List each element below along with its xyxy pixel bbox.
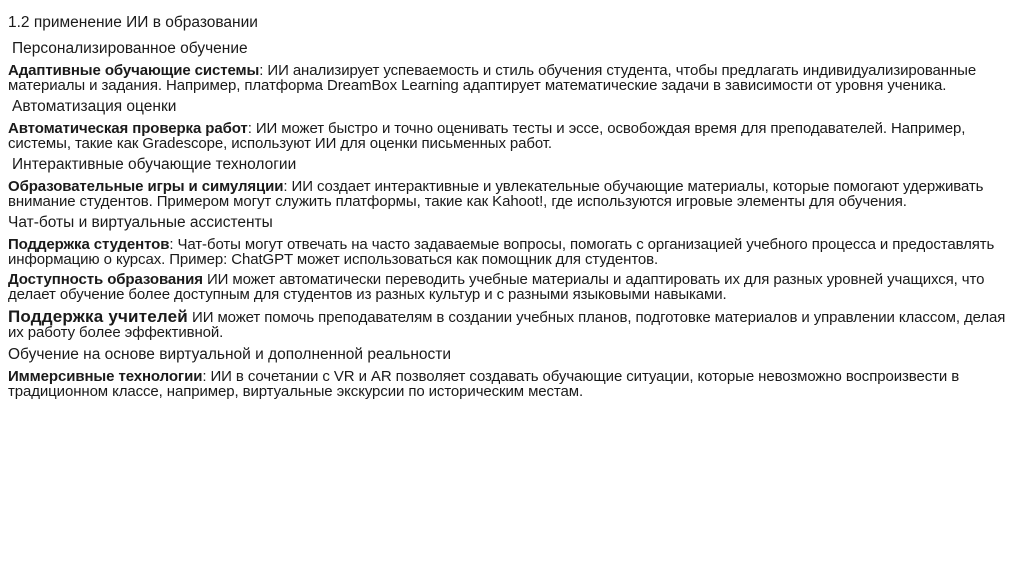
paragraph-lead: Образовательные игры и симуляции [8, 178, 284, 195]
section-paragraph-adaptive [8, 64, 1008, 93]
slide-content [8, 14, 1008, 404]
paragraph-lead: Поддержка студентов [8, 236, 170, 253]
paragraph-text: ИИ может помочь преподавателям в создании учебных планов, подготовке материалов и управлении классом, делая их работу более эффективной. [8, 309, 1006, 341]
section-paragraph-student-support [8, 238, 1008, 267]
slide-title: 1.2 применение ИИ в образовании [8, 14, 258, 31]
paragraph-text: ИИ может автоматически переводить учебные материалы и адаптировать их для разных уровней учащихся, что делает обучение более доступным для студентов из разных культур и с разными языковыми навыками. [8, 271, 985, 303]
paragraph-text: : ИИ может быстро и точно оценивать тесты и эссе, освобождая время для преподавателей. Например, системы, такие как Gradescope, используют ИИ для оценки письменных работ. [8, 120, 966, 152]
section-paragraph-auto-check [8, 122, 1008, 151]
section-paragraph-accessibility [8, 273, 1008, 302]
paragraph-lead: Поддержка учителей [8, 307, 188, 326]
paragraph-lead: Доступность образования [8, 271, 203, 288]
paragraph-lead: Автоматическая проверка работ [8, 120, 248, 137]
section-heading-automation: Автоматизация оценки [12, 98, 177, 115]
paragraph-text: : ИИ анализирует успеваемость и стиль обучения студента, чтобы предлагать индивидуализированные материалы и задания. Например, платформа DreamBox Learning адаптирует математические задачи в зависимости от уровня ученика. [8, 62, 977, 94]
paragraph-lead: Иммерсивные технологии [8, 368, 203, 385]
paragraph-text: : ИИ в сочетании с VR и AR позволяет создавать обучающие ситуации, которые невозможно воспроизвести в традиционном классе, например, виртуальные экскурсии по историческим местам. [8, 368, 960, 400]
paragraph-lead: Адаптивные обучающие системы [8, 62, 260, 79]
section-heading-chatbots: Чат-боты и виртуальные ассистенты [8, 214, 273, 231]
section-paragraph-games [8, 180, 1008, 209]
paragraph-text: : Чат-боты могут отвечать на часто задаваемые вопросы, помогать с организацией учебного процесса и предоставлять информацию о курсах. Пример: ChatGPT может использоваться как помощник для студентов. [8, 236, 995, 268]
section-heading-vr-ar: Обучение на основе виртуальной и дополненной реальности [8, 346, 452, 363]
section-paragraph-teacher-support [8, 307, 1008, 341]
section-heading-personalized: Персонализированное обучение [12, 40, 248, 57]
section-heading-interactive: Интерактивные обучающие технологии [12, 156, 297, 173]
section-paragraph-immersive [8, 370, 1008, 399]
paragraph-text: : ИИ создает интерактивные и увлекательные обучающие материалы, которые помогают удерживать внимание студентов. Примером могут служить платформы, такие как Kahoot!, где используются игровые элементы для обучения. [8, 178, 984, 210]
